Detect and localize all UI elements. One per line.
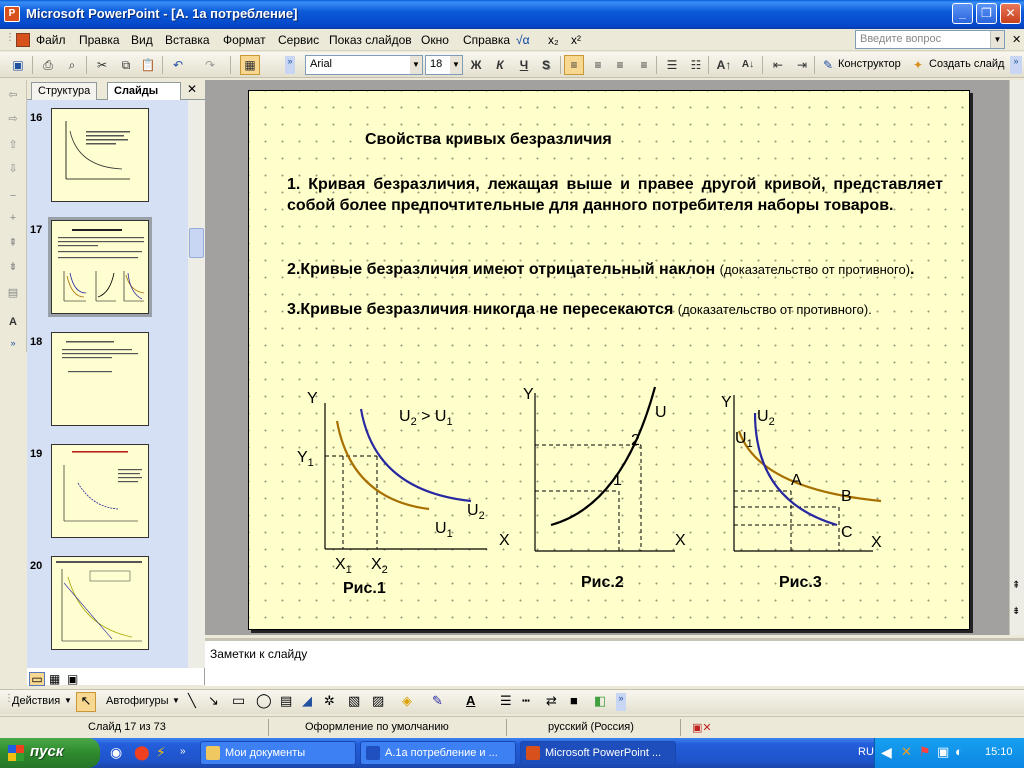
menu-slideshow[interactable]: Показ слайдов xyxy=(329,33,412,47)
property-3-text xyxy=(287,299,957,320)
task-label: А.1а потребление и ... xyxy=(385,747,498,759)
increase-font-icon[interactable]: A↑ xyxy=(716,58,732,72)
word-icon xyxy=(366,746,380,760)
fig1-x2-label: $X_2$ xyxy=(371,556,388,576)
slide-title: Свойства кривых безразличия xyxy=(365,131,612,148)
notes-placeholder: Заметки к слайду xyxy=(210,647,308,661)
fig3-caption: Рис.3 xyxy=(779,574,822,591)
menu-window[interactable]: Окно xyxy=(421,33,449,47)
quicklaunch-winamp-icon[interactable]: ⚡ xyxy=(156,744,166,760)
quicklaunch-opera-icon[interactable]: ⬤ xyxy=(134,744,150,760)
show-formatting-icon[interactable]: A xyxy=(9,316,17,328)
font-size-combo[interactable] xyxy=(425,55,463,75)
maximize-button[interactable]: ❐ xyxy=(976,3,997,24)
fig1-relation-label: $U_2 > U_1$ xyxy=(399,408,453,428)
grip-icon: ⋮ xyxy=(5,32,15,43)
font-color-icon[interactable]: A xyxy=(466,693,476,708)
property-3-main: 3.Кривые безразличия никогда не пересекаются xyxy=(287,301,674,318)
fig3-point-c: C xyxy=(841,524,853,541)
numbering-icon[interactable]: ☰ xyxy=(666,58,678,72)
start-label: пуск xyxy=(30,743,64,760)
windows-logo-icon xyxy=(8,745,24,761)
copy-icon[interactable]: ⧉ xyxy=(121,58,131,72)
toolbar-separator xyxy=(708,56,709,74)
redo-icon[interactable]: ↷ xyxy=(204,58,216,72)
fig2-y-label: Y xyxy=(523,386,534,403)
task-label: Microsoft PowerPoint ... xyxy=(545,747,662,759)
language-status: русский (Россия) xyxy=(548,721,634,733)
shadow-style-icon[interactable]: ■ xyxy=(570,693,578,708)
toolbar-options-icon[interactable]: » xyxy=(616,693,626,711)
minimize-button[interactable]: _ xyxy=(952,3,973,24)
menu-view[interactable]: Вид xyxy=(131,33,153,47)
fig3-point-a: A xyxy=(791,472,802,489)
start-button[interactable] xyxy=(0,738,100,768)
menu-edit[interactable]: Правка xyxy=(79,33,120,47)
tab-slides[interactable]: Слайды xyxy=(107,82,181,101)
line-color-icon[interactable]: ✎ xyxy=(432,693,443,708)
toolbar-separator xyxy=(230,56,231,74)
align-center-icon[interactable]: ≡ xyxy=(594,58,602,72)
menu-file[interactable]: Файл xyxy=(36,33,66,47)
chevron-down-icon[interactable]: ▼ xyxy=(64,696,72,705)
slide-thumbnail-16[interactable] xyxy=(51,108,149,202)
font-value: Arial xyxy=(310,58,333,70)
close-document-icon[interactable]: ✕ xyxy=(1012,34,1022,46)
outline-toolbar xyxy=(0,80,27,352)
fig2-point-2: 2 xyxy=(631,432,640,449)
fig2-x-label: X xyxy=(675,532,686,549)
move-down-icon[interactable]: ⇩ xyxy=(8,163,18,175)
expand-all-icon[interactable]: ⇟ xyxy=(8,261,18,273)
undo-icon[interactable]: ↶ xyxy=(172,58,184,72)
thumbnails-scrollbar[interactable] xyxy=(188,100,205,668)
decrease-font-icon[interactable]: A↓ xyxy=(741,59,755,70)
fig1-caption: Рис.1 xyxy=(343,580,386,597)
promote-icon[interactable]: ⇦ xyxy=(8,89,18,101)
property-2-note: (доказательство от противного) xyxy=(719,262,911,277)
slideshow-icon[interactable]: ▣ xyxy=(67,672,79,686)
fig1-y-label: Y xyxy=(307,390,318,407)
fig2-caption: Рис.2 xyxy=(581,574,624,591)
slides-panel xyxy=(27,80,205,685)
menu-insert[interactable]: Вставка xyxy=(165,33,210,47)
line-style-icon[interactable]: ☰ xyxy=(500,693,512,708)
oval-icon[interactable]: ◯ xyxy=(256,692,272,708)
chevron-down-icon[interactable]: ▼ xyxy=(172,696,180,705)
property-2-text xyxy=(287,259,957,280)
tray-app-icon[interactable]: ✕ xyxy=(901,744,912,759)
thumbnail-graph-20 xyxy=(52,557,148,649)
designer-button[interactable]: Конструктор xyxy=(838,58,901,70)
ask-question-placeholder: Введите вопрос xyxy=(860,33,942,45)
chevron-down-icon[interactable]: ▼ xyxy=(410,56,422,74)
slide-number: 18 xyxy=(30,336,43,348)
status-divider xyxy=(680,719,681,736)
grid-icon[interactable]: ▦ xyxy=(240,55,260,75)
figure-2-graph xyxy=(515,381,705,601)
fig1-u1-label: $U_1$ xyxy=(435,520,453,540)
task-label: Мои документы xyxy=(225,747,306,759)
toolbar-separator xyxy=(814,56,815,74)
powerpoint-app-icon[interactable]: P xyxy=(4,6,20,22)
spelling-status-icon[interactable]: ▣✕ xyxy=(692,722,712,734)
slide-thumbnail-20[interactable] xyxy=(51,556,149,650)
italic-button[interactable]: К xyxy=(496,58,504,72)
slide-thumbnail-19[interactable] xyxy=(51,444,149,538)
taskbar-item-my-documents[interactable] xyxy=(200,741,356,765)
status-divider xyxy=(506,719,507,736)
slide-number: 16 xyxy=(30,112,43,124)
taskbar xyxy=(0,738,1024,768)
rectangle-icon[interactable]: ▭ xyxy=(232,692,246,708)
status-bar xyxy=(0,716,1024,738)
tab-outline[interactable]: Структура xyxy=(31,82,97,100)
powerpoint-icon xyxy=(526,746,540,760)
previous-slide-icon[interactable]: ⇞ xyxy=(1012,580,1021,591)
fig3-u1-label: $U_1$ xyxy=(735,430,753,450)
panel-tabs xyxy=(27,80,205,100)
fig2-u-label: U xyxy=(655,404,667,421)
paste-icon[interactable]: 📋 xyxy=(140,58,156,72)
menu-help[interactable]: Справка xyxy=(463,33,511,47)
subscript-icon[interactable]: x₂ xyxy=(548,33,559,47)
fig3-curve-u1 xyxy=(739,431,881,501)
taskbar-item-word-document[interactable] xyxy=(360,741,516,765)
ask-question-input[interactable] xyxy=(855,30,1005,49)
fill-color-icon[interactable]: ◈ xyxy=(402,693,412,708)
tray-antivirus-icon[interactable]: ⚑ xyxy=(919,744,931,759)
fig1-x-label: X xyxy=(499,532,510,549)
fig2-point-1: 1 xyxy=(613,472,622,489)
slide-number: 19 xyxy=(30,448,43,460)
picture-icon[interactable]: ▨ xyxy=(372,693,385,708)
formatting-toolbar xyxy=(0,52,1024,78)
close-panel-icon[interactable]: ✕ xyxy=(187,82,198,96)
next-slide-icon[interactable]: ⇟ xyxy=(1012,606,1021,617)
textbox-icon[interactable]: ▤ xyxy=(280,693,293,708)
summary-slide-icon[interactable]: ▤ xyxy=(7,287,19,299)
fig3-x-label: X xyxy=(871,534,882,551)
chevron-down-icon[interactable]: ▼ xyxy=(450,56,462,74)
3d-style-icon[interactable]: ◧ xyxy=(594,693,607,708)
menu-tools[interactable]: Сервис xyxy=(278,33,320,47)
document-icon[interactable] xyxy=(16,33,30,47)
slide-canvas[interactable] xyxy=(248,90,970,630)
increase-indent-icon[interactable]: ⇥ xyxy=(796,58,808,72)
fig3-y-label: Y xyxy=(721,394,732,411)
slide-thumbnail-18[interactable] xyxy=(51,332,149,426)
tray-volume-icon[interactable]: ◐ xyxy=(955,744,963,759)
design-template: Оформление по умолчанию xyxy=(305,721,449,733)
collapse-icon[interactable]: − xyxy=(9,190,17,202)
bold-button[interactable]: Ж xyxy=(470,58,482,72)
actions-menu[interactable]: Действия xyxy=(12,695,61,707)
cut-icon[interactable]: ✂ xyxy=(96,58,108,72)
fig1-curve-u1 xyxy=(337,421,429,509)
align-right-icon[interactable]: ≡ xyxy=(616,58,624,72)
slide-sorter-icon[interactable]: ▦ xyxy=(49,672,61,686)
status-divider xyxy=(268,719,269,736)
toolbar-separator xyxy=(86,56,87,74)
arrow-style-icon[interactable]: ⇄ xyxy=(546,693,557,708)
autoshapes-menu[interactable]: Автофигуры xyxy=(106,695,169,707)
property-3-note: (доказательство от противного). xyxy=(677,302,872,317)
slide-thumbnail-17[interactable] xyxy=(51,220,149,314)
print-icon[interactable]: ⎙ xyxy=(43,58,53,72)
toolbar-separator xyxy=(32,56,33,74)
property-2-main: 2.Кривые безразличия имеют отрицательный наклон xyxy=(287,261,716,278)
justify-icon[interactable]: ≡ xyxy=(640,58,648,72)
property-2-end: . xyxy=(910,261,915,278)
font-size-value: 18 xyxy=(430,58,443,70)
fig3-point-b: B xyxy=(841,488,852,505)
arrow-icon[interactable]: ↘ xyxy=(208,693,219,708)
taskbar-item-powerpoint[interactable] xyxy=(520,741,676,765)
toolbar-options-icon[interactable]: » xyxy=(10,338,16,348)
title-bar xyxy=(0,0,1024,29)
decrease-indent-icon[interactable]: ⇤ xyxy=(772,58,784,72)
line-icon[interactable]: ╲ xyxy=(188,693,196,708)
tray-expand-icon[interactable]: ◀ xyxy=(881,744,892,760)
slide-number: 17 xyxy=(30,224,43,236)
dash-style-icon[interactable]: ┅ xyxy=(522,693,530,708)
demote-icon[interactable]: ⇨ xyxy=(8,113,18,125)
toolbar-options-icon[interactable]: » xyxy=(285,56,295,74)
fig2-curve-u xyxy=(551,387,655,525)
thumbnail-graph-16 xyxy=(52,109,148,201)
slide-counter: Слайд 17 из 73 xyxy=(88,721,166,733)
superscript-icon[interactable]: x² xyxy=(571,33,581,47)
font-combo[interactable] xyxy=(305,55,423,75)
align-left-icon[interactable]: ≡ xyxy=(564,55,584,75)
collapse-all-icon[interactable]: ⇞ xyxy=(8,237,18,249)
figure-1-graph xyxy=(289,381,529,601)
bullets-icon[interactable]: ☷ xyxy=(690,58,702,72)
wordart-icon[interactable]: ◢ xyxy=(302,693,312,708)
normal-view-icon[interactable]: ▭ xyxy=(29,672,45,686)
thumbnail-graph-17 xyxy=(52,221,148,313)
quicklaunch-expand-icon[interactable]: » xyxy=(180,746,186,757)
new-slide-button[interactable]: Создать слайд xyxy=(929,58,1005,70)
equation-icon[interactable]: √α xyxy=(516,33,530,47)
tray-network-icon[interactable]: ▣ xyxy=(937,744,950,759)
new-slide-icon: ✦ xyxy=(912,58,924,72)
print-preview-icon[interactable]: ⌕ xyxy=(68,58,76,72)
slide-number: 20 xyxy=(30,560,43,572)
clock[interactable]: 15:10 xyxy=(985,746,1013,758)
fig3-u2-label: $U_2$ xyxy=(757,408,775,428)
input-language-indicator[interactable]: RU xyxy=(858,746,874,758)
clipart-icon[interactable]: ▧ xyxy=(348,693,361,708)
menu-format[interactable]: Формат xyxy=(223,33,266,47)
slide-scrollbar[interactable] xyxy=(1009,80,1024,635)
fig1-u2-label: $U_2$ xyxy=(467,502,485,522)
folder-icon xyxy=(206,746,220,760)
select-pointer-icon[interactable]: ↖ xyxy=(76,692,96,712)
drawing-toolbar xyxy=(0,689,1024,714)
fig1-y1-label: $Y_1$ xyxy=(297,449,314,469)
toolbar-separator xyxy=(560,56,561,74)
window-title: Microsoft PowerPoint - [А. 1а потребление] xyxy=(26,6,298,21)
toolbar-separator xyxy=(762,56,763,74)
fig1-x1-label: $X_1$ xyxy=(335,556,352,576)
underline-button[interactable]: Ч xyxy=(519,58,529,72)
diagram-icon[interactable]: ✲ xyxy=(324,693,335,708)
fig3-curve-u2 xyxy=(755,413,837,525)
quicklaunch-ie-icon[interactable]: ◉ xyxy=(110,744,123,760)
figure-3-graph xyxy=(715,377,915,597)
designer-icon: ✎ xyxy=(822,58,834,72)
toolbar-options-icon[interactable]: » xyxy=(1010,56,1022,74)
toolbar-separator xyxy=(162,56,163,74)
shadow-button[interactable]: S xyxy=(541,58,550,72)
expand-icon[interactable]: + xyxy=(9,212,17,224)
save-icon[interactable]: ▣ xyxy=(12,58,24,72)
move-up-icon[interactable]: ⇧ xyxy=(8,139,18,151)
thumbnail-text-18 xyxy=(52,333,148,425)
close-button[interactable]: ✕ xyxy=(1000,3,1021,24)
slide-thumbnails xyxy=(27,100,188,668)
property-1-text: 1. Кривая безразличия, лежащая выше и правее другой кривой, представляет собой более предпочтительные для данного потребителя наборы товаров. xyxy=(287,176,943,214)
notes-pane[interactable] xyxy=(205,638,1024,686)
chevron-down-icon[interactable]: ▼ xyxy=(990,31,1004,48)
grip-icon: ⋮ xyxy=(4,693,14,704)
thumbnail-graph-19 xyxy=(52,445,148,537)
system-tray xyxy=(874,738,1024,768)
toolbar-separator xyxy=(656,56,657,74)
scrollbar-thumb[interactable] xyxy=(189,228,204,258)
